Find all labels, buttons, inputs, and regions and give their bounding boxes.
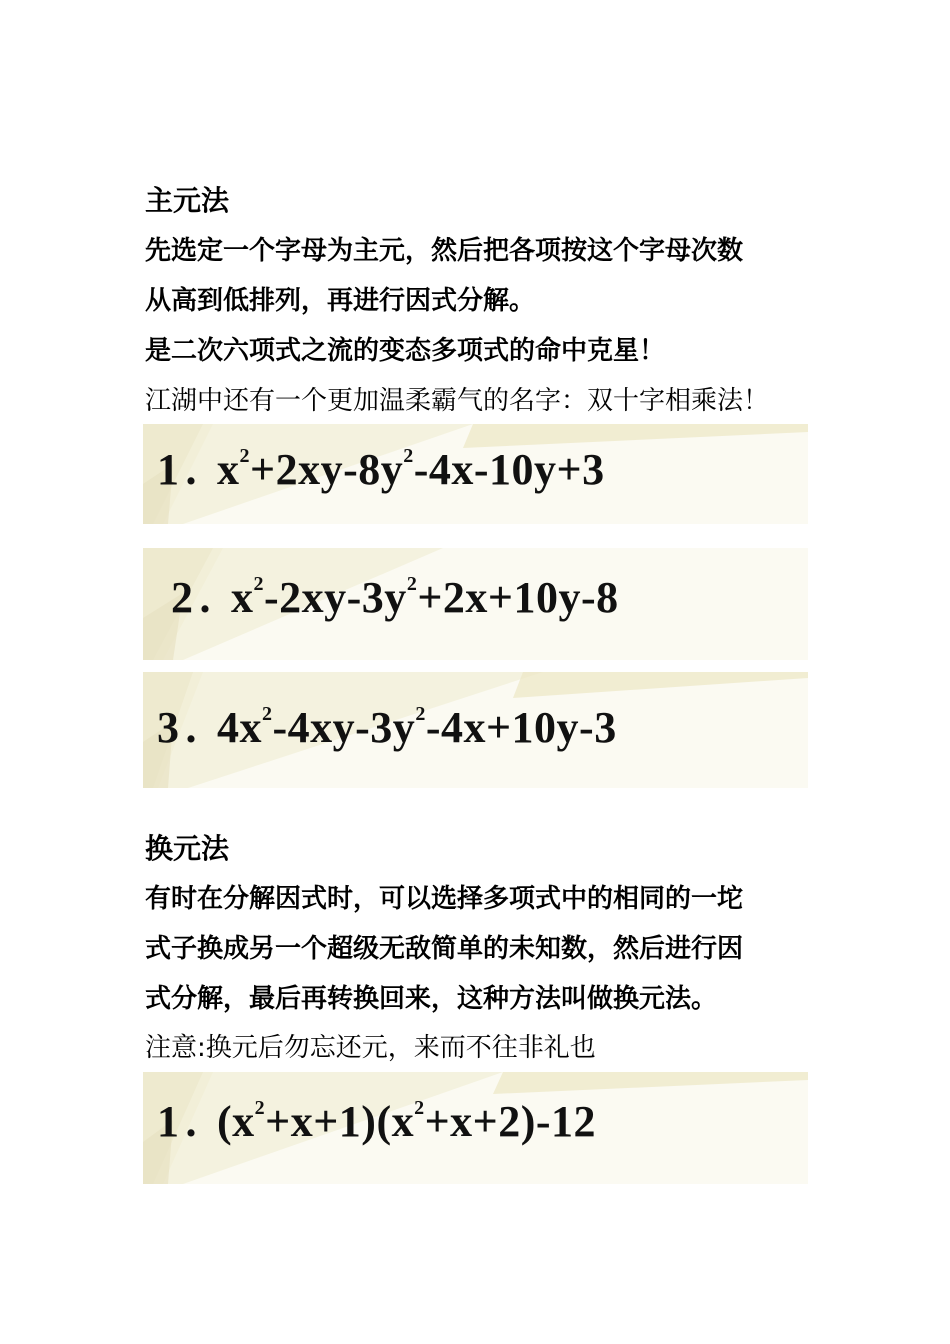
formula-part: +2xy-8y xyxy=(250,445,404,494)
formula-exponent: 2 xyxy=(239,445,250,467)
formula-exponent: 2 xyxy=(262,703,273,725)
formula-part: 4x xyxy=(217,703,262,752)
section1-text-line-2: 从高到低排列，再进行因式分解。 xyxy=(145,286,536,316)
problem-card xyxy=(143,672,808,788)
formula-part: -4xy-3y xyxy=(272,703,416,752)
formula-part: (x xyxy=(217,1097,255,1146)
formula-exponent: 2 xyxy=(406,573,418,595)
problem-number: 2 xyxy=(171,573,194,622)
formula-exponent: 2 xyxy=(414,1097,425,1119)
formula-part: x xyxy=(231,573,254,622)
formula-exponent: 2 xyxy=(253,573,264,595)
formula-part: +x+2)-12 xyxy=(424,1097,597,1146)
problem-number: 1 xyxy=(157,445,180,494)
formula-part: -2xy-3y xyxy=(264,573,407,622)
formula-part: +x+1)(x xyxy=(265,1097,415,1146)
section2-text-line-3: 式分解，最后再转换回来，这种方法叫做换元法。 xyxy=(145,984,718,1014)
problem-card xyxy=(143,424,808,524)
formula-part: x xyxy=(217,445,240,494)
problem-formula xyxy=(157,702,617,753)
section-title-substitution: 换元法 xyxy=(145,832,230,865)
formula-exponent: 2 xyxy=(403,445,414,467)
formula-exponent: 2 xyxy=(415,703,426,725)
problem-formula xyxy=(157,1096,596,1147)
problem-number: 1 xyxy=(157,1097,180,1146)
section2-note: 注意:换元后勿忘还元，来而不往非礼也 xyxy=(145,1033,596,1063)
section1-note: 江湖中还有一个更加温柔霸气的名字：双十字相乘法！ xyxy=(145,386,770,416)
problem-dot: . xyxy=(199,573,211,622)
section2-text-line-1: 有时在分解因式时，可以选择多项式中的相同的一坨 xyxy=(145,884,744,914)
problem-formula xyxy=(157,444,605,495)
section-title-main-variable: 主元法 xyxy=(145,184,230,217)
problem-dot: . xyxy=(185,1097,197,1146)
formula-part: -4x+10y-3 xyxy=(425,703,617,752)
problem-dot: . xyxy=(185,703,197,752)
problem-card xyxy=(143,548,808,660)
formula-part: -4x-10y+3 xyxy=(413,445,605,494)
section1-text-line-1: 先选定一个字母为主元，然后把各项按这个字母次数 xyxy=(145,236,744,266)
section1-text-line-3: 是二次六项式之流的变态多项式的命中克星！ xyxy=(145,336,666,366)
formula-exponent: 2 xyxy=(254,1097,266,1119)
formula-part: +2x+10y-8 xyxy=(417,573,619,622)
problem-dot: . xyxy=(185,445,197,494)
problem-card xyxy=(143,1072,808,1184)
problem-number: 3 xyxy=(157,703,180,752)
problem-formula xyxy=(171,572,619,623)
section2-text-line-2: 式子换成另一个超级无敌简单的未知数，然后进行因 xyxy=(145,934,744,964)
